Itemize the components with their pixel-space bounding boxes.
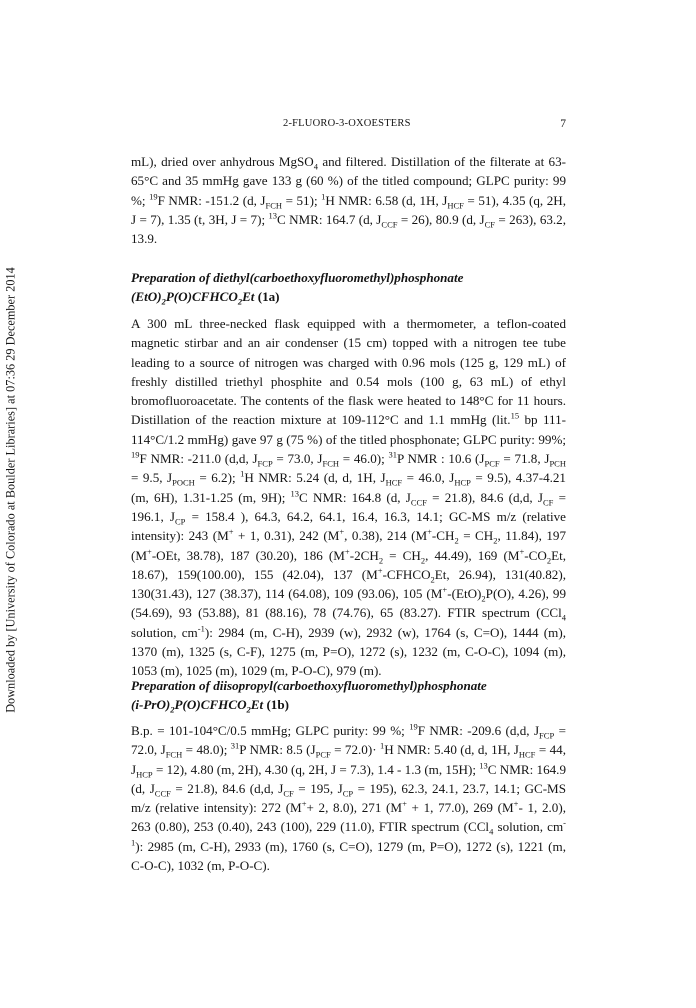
running-title: 2-FLUORO-3-OXOESTERS bbox=[283, 118, 411, 129]
section-heading-1b-line1: Preparation of diisopropyl(carboethoxyfluoromethyl)phosphonate bbox=[131, 678, 487, 693]
procedure-paragraph-1a bbox=[131, 314, 566, 681]
filtrate-distillation-paragraph bbox=[131, 152, 566, 248]
download-watermark bbox=[4, 236, 18, 744]
section-heading-1a-line2: $(EtO)_2P(O)CFHCO_2Et$ (1a) bbox=[131, 289, 280, 307]
running-header bbox=[131, 118, 566, 134]
paragraph-text: A 300 mL three-necked flask equipped with a thermometer, a teflon-coated magnetic stirbar and an air condenser (15 cm) topped with a nitrogen tee tube leading to a source of nitrogen was charged with 0.96 mols (125 g, 129 mL) of freshly distilled triethyl phosphite and 0.54 mols (100 g, 63 mL) of ethyl bromofluoroacetate. The contents of the flask were heated to 148°C for 11 hours. Distillation of the reaction mixture at 109-112°C and 1.1 mmHg (lit.$^{15}$ bp 111-114°C/1.2 mmHg) gave 97 g (75 %) of the titled phosphonate; GLPC purity: 99%; $^{19}$F NMR: -211.0 (d,d, $J_{FCP} = 73.0$, $J_{FCH} = 46.0$); $^{31}$P NMR : 10.6 ($J_{PCF} = 71.8$, $J_{PCH} = 9.5$, $J_{POCH} = 6.2$); $^1$H NMR: 5.24 (d, d, 1H, $J_{HCF} = 46.0$, $J_{HCP} = 9.5$), 4.37-4.21 (m, 6H), 1.31-1.25 (m, 9H); $^{13}$C NMR: 164.8 (d, $J_{CCF} = 21.8$), 84.6 (d,d, $J_{CF} = 196.1$, $J_{CP} = 158.4$ ), 64.3, 64.2, 64.1, 16.4, 16.3, 14.1; GC-MS m/z (relative intensity): 243 (M+ + 1, 0.31), 242 (M+, 0.38), 214 ($M^+-CH_2 = CH_2$, 11.84), 197 (M+-OEt, 38.78), 187 (30.20), 186 ($M^+-2CH_2 = CH_2$, 44.49), 169 ($M^+-CO_2Et$, 18.67), 159(100.00), 155 (42.04), 137 ($M^+-CFHCO_2Et$, 26.94), 131(40.82), 130(31.43), 127 (38.37), 114 (64.08), 109 (93.06), 105 ($M^+-(EtO)_2P(O)$, 4.26), 99 (54.69), 93 (53.88), 81 (88.16), 78 (74.76), 65 (83.27). FTIR spectrum (CCl$_4$ solution, $cm^{-1}$): 2984 (m, C-H), 2939 (w), 2932 (w), 1764 (s, C=O), 1444 (m), 1370 (m), 1325 (s, C-F), 1275 (m, P=O), 1272 (s), 1232 (m, C-O-C), 1094 (m), 1053 (m), 1025 (m), 1029 (m, P-O-C), 979 (m). bbox=[131, 316, 567, 679]
paragraph-text: B.p. = 101-104°C/0.5 mmHg; GLPC purity: 99 %; $^{19}$F NMR: -209.6 (d,d, $J_{FCP} = 72.0$, $J_{FCH} = 48.0$); $^{31}$P NMR: 8.5 $(J_{PCF} = 72.0)\cdot ^1H$ NMR: 5.40 (d, d, 1H, $J_{HCF} = 44$, $J_{HCP} = 12$), 4.80 (m, 2H), 4.30 (q, 2H, J = 7.3), 1.4 - 1.3 (m, 15H); $^{13}$C NMR: 164.9 (d, $J_{CCF} = 21.8$), 84.6 (d,d, $J_{CF} = 195$, $J_{CP} = 195$), 62.3, 24.1, 23.7, 14.1; GC-MS m/z (relative intensity): 272 (M++ 2, 8.0), 271 (M+ + 1, 77.0), 269 (M+- 1, 2.0), 263 (0.80), 253 (0.40), 243 (100), 229 (11.0), FTIR spectrum (CCl$_4$ solution, $cm^{-1}$): 2985 (m, C-H), 2933 (m), 1760 (s, C=O), 1279 (m, P=O), 1272 (s), 1221 (m, C-O-C), 1032 (m, P-O-C). bbox=[131, 721, 566, 874]
section-heading-1b bbox=[131, 676, 566, 715]
section-heading-1b-line2: $(i-PrO)_2P(O)CFHCO_2Et$ (1b) bbox=[131, 697, 289, 715]
procedure-paragraph-1b bbox=[131, 721, 566, 875]
download-watermark-text: Downloaded by [University of Colorado at Boulder Libraries] at 07:36 29 December 2014 bbox=[3, 267, 18, 713]
section-heading-1a bbox=[131, 268, 566, 307]
paragraph-text: mL), dried over anhydrous MgSO$_4$ and filtered. Distillation of the filterate at 63-65°C and 35 mmHg gave 133 g (60 %) of the titled compound; GLPC purity: 99 %; $^{19}$F NMR: -151.2 (d, $J_{FCH} = 51$); $^1$H NMR: 6.58 (d, 1H, $J_{HCF} = 51$), 4.35 (q, 2H, J = 7), 1.35 (t, 3H, J = 7); $^{13}$C NMR: 164.7 (d, $J_{CCF} = 26$), 80.9 (d, $J_{CF} = 263$), 63.2, 13.9. bbox=[131, 154, 567, 247]
section-heading-1a-line1: Preparation of diethyl(carboethoxyfluoromethyl)phosphonate bbox=[131, 270, 464, 285]
page-number: 7 bbox=[560, 118, 566, 130]
